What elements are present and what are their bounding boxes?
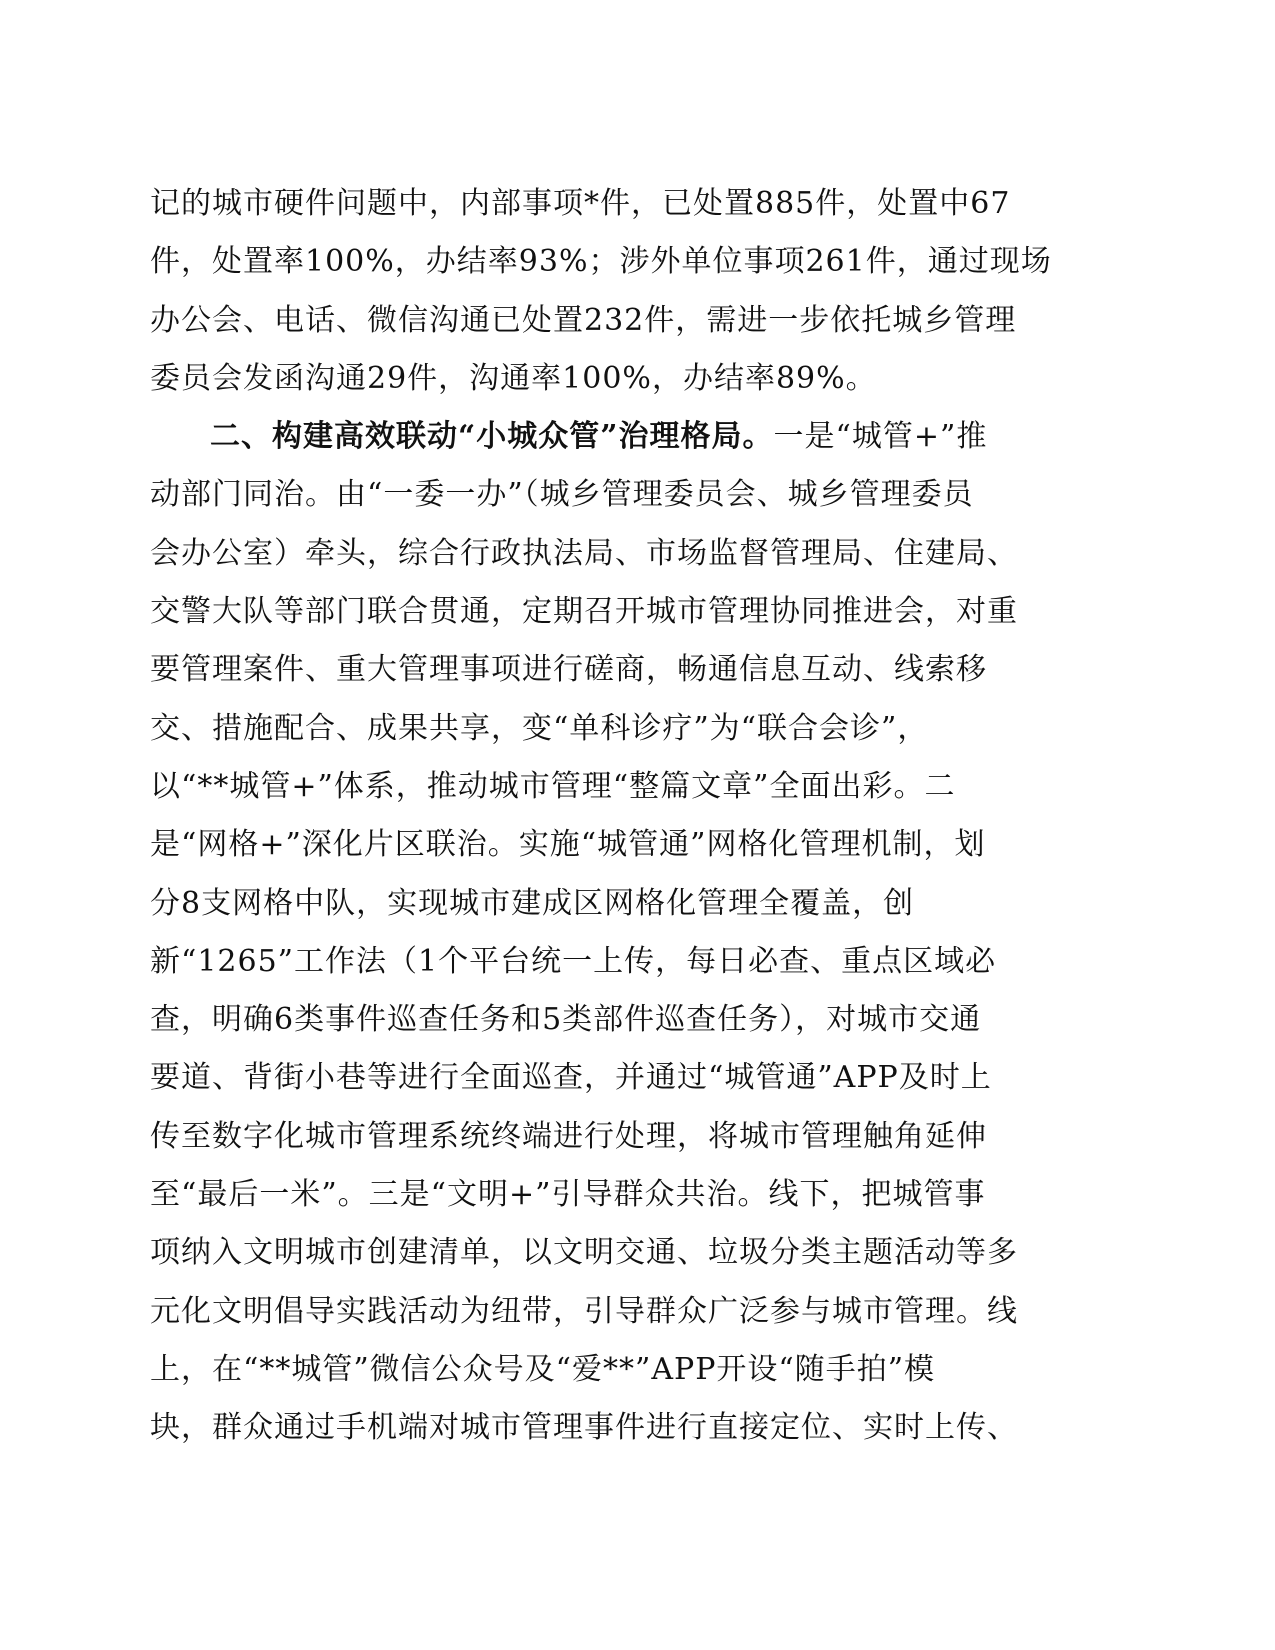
text-line: 分8支网格中队，实现城市建成区网格化管理全覆盖，创	[150, 885, 915, 921]
section-heading: 二、构建高效联动“小城众管”治理格局。	[210, 419, 774, 455]
text-line: 要管理案件、重大管理事项进行磋商，畅通信息互动、线索移	[150, 652, 987, 688]
paragraph-1	[150, 175, 1070, 408]
body-text	[150, 175, 1070, 1458]
text-line: 新“1265”工作法（1个平台统一上传，每日必查、重点区域必	[150, 943, 997, 979]
paragraph-2	[150, 408, 1070, 1457]
text-line: 上，在“**城管”微信公众号及“爱**”APP开设“随手拍”模	[150, 1351, 936, 1387]
text-line: 办公会、电话、微信沟通已处置232件，需进一步依托城乡管理	[150, 302, 1017, 338]
text-line: 要道、背街小巷等进行全面巡查，并通过“城管通”APP及时上	[150, 1060, 992, 1096]
text-line: 项纳入文明城市创建清单，以文明交通、垃圾分类主题活动等多	[150, 1235, 1018, 1271]
text-line: 动部门同治。由“一委一办”（城乡管理委员会、城乡管理委员	[150, 477, 974, 513]
text-line: 至“最后一米”。三是“文明+”引导群众共治。线下，把城管事	[150, 1177, 986, 1213]
heading-line-rest: 一是“城管+”推	[773, 419, 988, 455]
text-line: 是“网格+”深化片区联治。实施“城管通”网格化管理机制，划	[150, 827, 986, 863]
text-line: 件，处置率100%，办结率93%；涉外单位事项261件，通过现场	[150, 244, 1052, 280]
text-line: 查，明确6类事件巡查任务和5类部件巡查任务），对城市交通	[150, 1002, 982, 1038]
text-line: 交、措施配合、成果共享，变“单科诊疗”为“联合会诊”，	[150, 710, 929, 746]
text-line: 会办公室）牵头，综合行政执法局、市场监督管理局、住建局、	[150, 535, 1018, 571]
text-line: 委员会发函沟通29件，沟通率100%，办结率89%。	[150, 360, 877, 396]
text-line: 记的城市硬件问题中，内部事项*件，已处置885件，处置中67	[150, 186, 1011, 221]
text-line-first	[150, 408, 1070, 466]
text-line: 交警大队等部门联合贯通，定期召开城市管理协同推进会，对重	[150, 594, 1018, 630]
text-line: 传至数字化城市管理系统终端进行处理，将城市管理触角延伸	[150, 1118, 987, 1154]
text-line: 块，群众通过手机端对城市管理事件进行直接定位、实时上传、	[150, 1410, 1018, 1446]
text-line: 元化文明倡导实践活动为纽带，引导群众广泛参与城市管理。线	[150, 1293, 1018, 1329]
text-line: 以“**城管+”体系，推动城市管理“整篇文章”全面出彩。二	[150, 768, 956, 804]
